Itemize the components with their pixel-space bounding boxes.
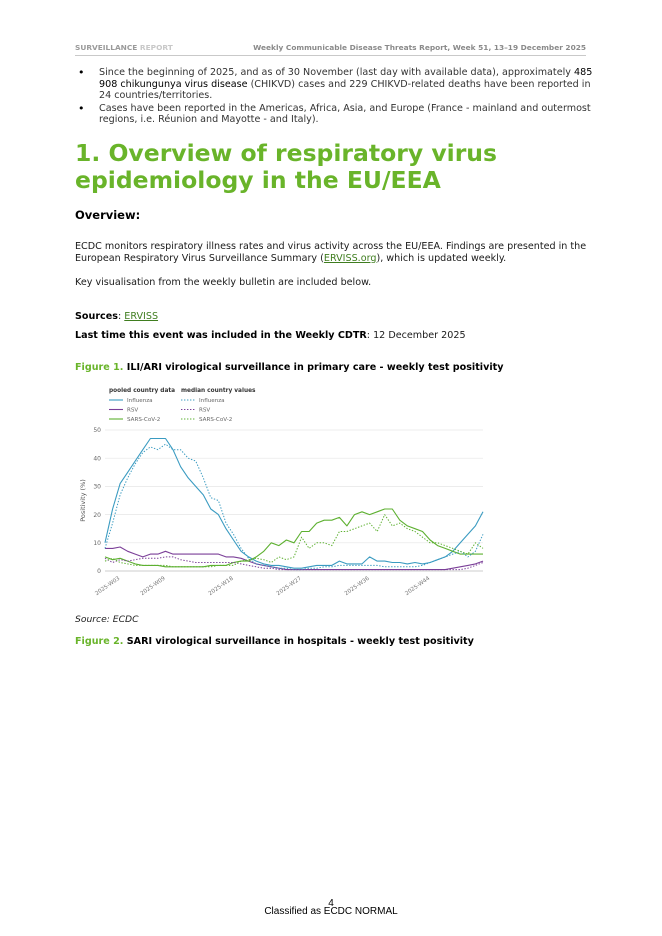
sources-label: Sources <box>75 311 118 322</box>
y-axis-title: Positivity (%) <box>79 479 87 522</box>
legend-group-title: median country values <box>181 388 256 394</box>
series-line-influenza-median <box>105 444 483 569</box>
x-tick-label: 2025-W27 <box>275 575 303 598</box>
overview-heading: Overview: <box>75 208 141 222</box>
legend-label: SARS-CoV-2 <box>199 417 233 423</box>
series-line-sars-cov-2-median <box>105 515 483 567</box>
erviss-org-link[interactable]: ERVISS.org <box>323 253 377 264</box>
legend-label: RSV <box>199 407 211 414</box>
bullet-item <box>75 103 595 126</box>
legend-label: Influenza <box>199 398 225 404</box>
last-included-value: : 12 December 2025 <box>366 330 466 341</box>
y-tick-label: 30 <box>93 483 101 491</box>
y-tick-label: 20 <box>93 511 101 519</box>
bullet-text: Cases have been reported in the Americas, Africa, Asia, and Europe (France - mainland and outermost regions, i.e. Réunion and Mayotte - and Italy). <box>99 102 591 126</box>
bullet-item <box>75 67 595 102</box>
figure1-caption <box>75 362 503 373</box>
x-tick-label: 2025-W44 <box>404 575 432 598</box>
figure1-source: Source: ECDC <box>75 614 139 625</box>
bullet-emphasis: 485 908 chikungunya virus disease <box>99 67 593 90</box>
erviss-link[interactable]: ERVISS <box>124 311 159 322</box>
legend-group-title: pooled country data <box>109 388 176 394</box>
paragraph-text: ), which is updated weekly. <box>376 253 507 264</box>
section-title: 1. Overview of respiratory virus epidemiology in the EU/EEA <box>75 139 498 194</box>
last-included-line <box>75 330 466 341</box>
paragraph-text: ECDC monitors respiratory illness rates and virus activity across the EU/EEA. Findings are presented in the European Respiratory Virus Surveillance Summary ( <box>75 241 587 264</box>
y-tick-label: 40 <box>93 455 101 463</box>
bullet-list <box>75 67 595 127</box>
intro-paragraph <box>75 241 590 265</box>
sources-separator: : <box>117 311 125 322</box>
sources-line <box>75 311 158 322</box>
figure1-number: Figure 1. <box>75 362 124 373</box>
figure2-title: SARI virological surveillance in hospitals - weekly test positivity <box>123 636 474 647</box>
x-tick-label: 2025-W03 <box>94 575 122 598</box>
figure2-number: Figure 2. <box>75 636 124 647</box>
figure1-title: ILI/ARI virological surveillance in primary care - weekly test positivity <box>123 362 504 373</box>
positivity-line-chart <box>75 380 490 602</box>
header-report-label: SURVEILLANCE <box>75 43 138 52</box>
header-report-title: Weekly Communicable Disease Threats Report, Week 51, 13–19 December 2025 <box>253 43 586 52</box>
y-tick-label: 10 <box>93 540 101 547</box>
key-visualisation-paragraph: Key visualisation from the weekly bulletin are included below. <box>75 277 372 288</box>
x-tick-label: 2025-W36 <box>343 575 371 598</box>
running-header <box>75 43 586 56</box>
page-number: 4 <box>328 898 334 909</box>
bullet-text: (CHIKVD) cases and 229 CHIKVD-related deaths have been reported in 24 countries/territories. <box>99 78 591 102</box>
x-tick-label: 2025-W18 <box>207 575 235 598</box>
y-tick-label: 0 <box>97 568 101 576</box>
classification-label: Classified as ECDC NORMAL <box>264 906 398 917</box>
legend-label: RSV <box>127 407 139 414</box>
legend-label: Influenza <box>127 398 153 404</box>
x-tick-label: 2025-W09 <box>139 575 167 598</box>
header-report-suffix: REPORT <box>139 43 173 52</box>
last-included-label: Last time this event was included in the Weekly CDTR <box>75 330 367 341</box>
y-tick-label: 50 <box>93 427 101 435</box>
figure1-chart <box>75 380 490 602</box>
series-line-sars-cov-2-pooled <box>105 509 483 567</box>
figure2-caption <box>75 636 474 647</box>
legend-label: SARS-CoV-2 <box>127 417 161 423</box>
header-report-type <box>75 43 173 52</box>
bullet-text: Since the beginning of 2025, and as of 30 November (last day with available data), approximately <box>99 67 574 78</box>
